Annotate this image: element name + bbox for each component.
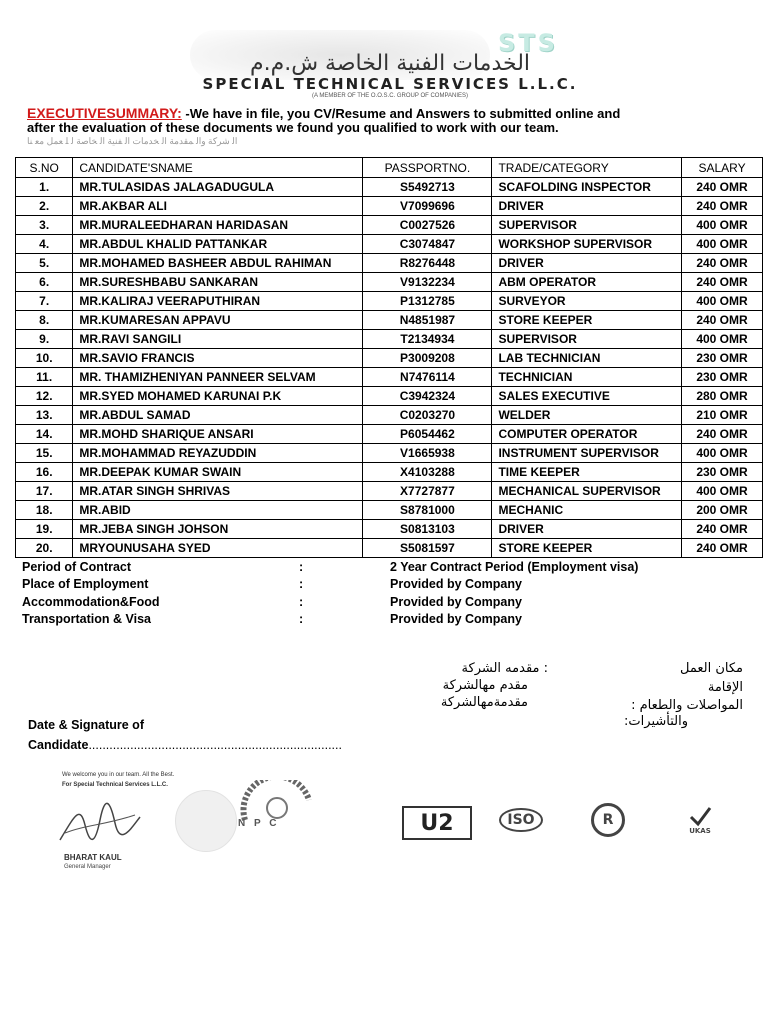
row-candidate-name: MR.AKBAR ALI bbox=[73, 197, 363, 216]
row-passport: C0203270 bbox=[363, 406, 492, 425]
row-salary: 240 OMR bbox=[682, 178, 763, 197]
table-row bbox=[16, 444, 763, 463]
r-label: R bbox=[591, 803, 625, 837]
table-row bbox=[16, 216, 763, 235]
table-row bbox=[16, 425, 763, 444]
row-passport: V9132234 bbox=[363, 273, 492, 292]
row-salary: 400 OMR bbox=[682, 444, 763, 463]
term-label: Accommodation&Food bbox=[22, 595, 160, 609]
header-trade: TRADE/CATEGORY bbox=[492, 158, 682, 178]
row-trade: COMPUTER OPERATOR bbox=[492, 425, 682, 444]
row-candidate-name: MR.MURALEEDHARAN HARIDASAN bbox=[73, 216, 363, 235]
table-row bbox=[16, 311, 763, 330]
row-candidate-name: MR. THAMIZHENIYAN PANNEER SELVAM bbox=[73, 368, 363, 387]
row-trade: TIME KEEPER bbox=[492, 463, 682, 482]
row-salary: 240 OMR bbox=[682, 197, 763, 216]
check-icon bbox=[688, 805, 712, 827]
row-trade: INSTRUMENT SUPERVISOR bbox=[492, 444, 682, 463]
term-place bbox=[22, 577, 742, 594]
arabic-value-1: : مقدمه الشركة bbox=[461, 661, 548, 676]
row-passport: S5492713 bbox=[363, 178, 492, 197]
term-transport bbox=[22, 612, 742, 629]
row-passport: C3074847 bbox=[363, 235, 492, 254]
row-salary: 230 OMR bbox=[682, 349, 763, 368]
table-row bbox=[16, 539, 763, 558]
row-passport: S0813103 bbox=[363, 520, 492, 539]
company-name: SPECIAL TECHNICAL SERVICES L.L.C. bbox=[202, 75, 578, 93]
term-label: Period of Contract bbox=[22, 560, 132, 574]
term-value: Provided by Company bbox=[390, 612, 522, 626]
row-trade: SALES EXECUTIVE bbox=[492, 387, 682, 406]
row-sno: 1. bbox=[16, 178, 73, 197]
table-row bbox=[16, 387, 763, 406]
sts-logo: STS bbox=[498, 29, 558, 57]
summary-heading: EXECUTIVESUMMARY: bbox=[27, 105, 182, 121]
registered-mark-icon bbox=[578, 803, 638, 837]
row-passport: P6054462 bbox=[363, 425, 492, 444]
term-value: 2 Year Contract Period (Employment visa) bbox=[390, 560, 639, 574]
arabic-term-place: مكان العمل bbox=[680, 661, 743, 676]
date-signature bbox=[28, 715, 342, 755]
row-passport: X7727877 bbox=[363, 482, 492, 501]
executive-summary bbox=[27, 106, 647, 135]
row-salary: 240 OMR bbox=[682, 254, 763, 273]
candidates-table bbox=[15, 157, 763, 558]
table-row bbox=[16, 197, 763, 216]
table-row bbox=[16, 406, 763, 425]
row-sno: 19. bbox=[16, 520, 73, 539]
row-trade: SCAFOLDING INSPECTOR bbox=[492, 178, 682, 197]
row-sno: 16. bbox=[16, 463, 73, 482]
table-row bbox=[16, 501, 763, 520]
row-candidate-name: MR.TULASIDAS JALAGADUGULA bbox=[73, 178, 363, 197]
summary-text: -We have in file, you CV/Resume and Answers to submitted online and after the evaluation of these documents we found you qualified to work with our team. bbox=[27, 106, 621, 135]
row-passport: S5081597 bbox=[363, 539, 492, 558]
row-trade: SUPERVISOR bbox=[492, 330, 682, 349]
row-passport: N4851987 bbox=[363, 311, 492, 330]
row-salary: 230 OMR bbox=[682, 368, 763, 387]
term-colon: : bbox=[299, 612, 304, 626]
row-salary: 400 OMR bbox=[682, 330, 763, 349]
row-candidate-name: MR.ATAR SINGH SHRIVAS bbox=[73, 482, 363, 501]
member-note: (A MEMBER OF THE O.O.S.C. GROUP OF COMPANIES) bbox=[311, 93, 469, 99]
row-candidate-name: MR.MOHAMMAD REYAZUDDIN bbox=[73, 444, 363, 463]
table-row bbox=[16, 368, 763, 387]
company-header bbox=[180, 25, 600, 100]
row-salary: 400 OMR bbox=[682, 235, 763, 254]
row-salary: 280 OMR bbox=[682, 387, 763, 406]
row-passport: X4103288 bbox=[363, 463, 492, 482]
row-salary: 400 OMR bbox=[682, 216, 763, 235]
row-candidate-name: MRYOUNUSAHA SYED bbox=[73, 539, 363, 558]
row-sno: 20. bbox=[16, 539, 73, 558]
arabic-term-visa: والتأشيرات: bbox=[624, 714, 688, 729]
row-trade: DRIVER bbox=[492, 254, 682, 273]
term-label: Transportation & Visa bbox=[22, 612, 151, 626]
row-sno: 18. bbox=[16, 501, 73, 520]
welcome-company: For Special Technical Services L.L.C. bbox=[62, 782, 168, 788]
row-sno: 2. bbox=[16, 197, 73, 216]
row-passport: V1665938 bbox=[363, 444, 492, 463]
table-row bbox=[16, 273, 763, 292]
table-row bbox=[16, 254, 763, 273]
header-sno: S.NO bbox=[16, 158, 73, 178]
row-trade: MECHANICAL SUPERVISOR bbox=[492, 482, 682, 501]
term-value: Provided by Company bbox=[390, 577, 522, 591]
candidate-label: Candidate bbox=[28, 738, 89, 752]
row-trade: WORKSHOP SUPERVISOR bbox=[492, 235, 682, 254]
row-trade: LAB TECHNICIAN bbox=[492, 349, 682, 368]
welcome-line: We welcome you in our team. All the Best. bbox=[62, 772, 175, 778]
row-passport: T2134934 bbox=[363, 330, 492, 349]
row-passport: P1312785 bbox=[363, 292, 492, 311]
row-salary: 230 OMR bbox=[682, 463, 763, 482]
row-passport: C3942324 bbox=[363, 387, 492, 406]
table-row bbox=[16, 235, 763, 254]
row-passport: S8781000 bbox=[363, 501, 492, 520]
arabic-term-transport: المواصلات والطعام : bbox=[631, 698, 743, 713]
row-candidate-name: MR.KUMARESAN APPAVU bbox=[73, 311, 363, 330]
welcome-note bbox=[62, 770, 174, 790]
row-candidate-name: MR.MOHAMED BASHEER ABDUL RAHIMAN bbox=[73, 254, 363, 273]
ukas-label: UKAS bbox=[689, 827, 711, 835]
row-salary: 240 OMR bbox=[682, 273, 763, 292]
row-candidate-name: MR.KALIRAJ VEERAPUTHIRAN bbox=[73, 292, 363, 311]
table-row bbox=[16, 463, 763, 482]
term-colon: : bbox=[299, 595, 304, 609]
row-sno: 6. bbox=[16, 273, 73, 292]
row-candidate-name: MR.SYED MOHAMED KARUNAI P.K bbox=[73, 387, 363, 406]
table-header-row bbox=[16, 158, 763, 178]
table-row bbox=[16, 292, 763, 311]
company-stamp bbox=[175, 790, 237, 852]
row-passport: N7476114 bbox=[363, 368, 492, 387]
row-trade: ABM OPERATOR bbox=[492, 273, 682, 292]
ukas-cert-logo bbox=[670, 800, 730, 840]
signature-dots: ......................................................................... bbox=[88, 738, 342, 752]
row-sno: 11. bbox=[16, 368, 73, 387]
row-trade: STORE KEEPER bbox=[492, 311, 682, 330]
table-row bbox=[16, 482, 763, 501]
row-salary: 240 OMR bbox=[682, 539, 763, 558]
row-salary: 210 OMR bbox=[682, 406, 763, 425]
term-period bbox=[22, 560, 742, 577]
row-trade: DRIVER bbox=[492, 197, 682, 216]
row-sno: 9. bbox=[16, 330, 73, 349]
row-sno: 17. bbox=[16, 482, 73, 501]
npc-text: N P C bbox=[238, 818, 280, 829]
row-trade: MECHANIC bbox=[492, 501, 682, 520]
row-trade: TECHNICIAN bbox=[492, 368, 682, 387]
row-trade: WELDER bbox=[492, 406, 682, 425]
header-passport: PASSPORTNO. bbox=[363, 158, 492, 178]
row-sno: 12. bbox=[16, 387, 73, 406]
row-trade: SUPERVISOR bbox=[492, 216, 682, 235]
iso-label: ISO bbox=[499, 808, 542, 832]
table-row bbox=[16, 330, 763, 349]
row-salary: 400 OMR bbox=[682, 482, 763, 501]
term-accommodation bbox=[22, 595, 742, 612]
row-salary: 200 OMR bbox=[682, 501, 763, 520]
row-candidate-name: MR.ABDUL SAMAD bbox=[73, 406, 363, 425]
term-label: Place of Employment bbox=[22, 577, 149, 591]
row-salary: 400 OMR bbox=[682, 292, 763, 311]
row-sno: 7. bbox=[16, 292, 73, 311]
term-colon: : bbox=[299, 577, 304, 591]
row-sno: 15. bbox=[16, 444, 73, 463]
date-signature-label: Date & Signature of bbox=[28, 718, 144, 732]
row-sno: 13. bbox=[16, 406, 73, 425]
row-trade: STORE KEEPER bbox=[492, 539, 682, 558]
signer-title: General Manager bbox=[64, 864, 111, 870]
table-row bbox=[16, 349, 763, 368]
table-row bbox=[16, 178, 763, 197]
arabic-term-residence: الإقامة bbox=[707, 680, 743, 695]
header-name: CANDIDATE'SNAME bbox=[73, 158, 363, 178]
row-candidate-name: MR.MOHD SHARIQUE ANSARI bbox=[73, 425, 363, 444]
row-salary: 240 OMR bbox=[682, 311, 763, 330]
signature-scribble bbox=[55, 795, 145, 850]
faint-arabic-line: ﺍﻟ ﺷﺮﻛﺔ ﻭﺍﻟ ﻤﻘﺪﻣﺔ ﺍﻟ ﺨﺪﻣﺎﺕ ﺍﻟ ﻔﻨﻴﺔ ﺍﻟ ﺨﺎﺻﺔ ﻟ ﻠ ﻌﻤﻞ ﻣﻌ ﻨﺎ bbox=[27, 136, 238, 146]
row-candidate-name: MR.SURESHBABU SANKARAN bbox=[73, 273, 363, 292]
row-candidate-name: MR.ABID bbox=[73, 501, 363, 520]
row-sno: 10. bbox=[16, 349, 73, 368]
row-trade: DRIVER bbox=[492, 520, 682, 539]
row-salary: 240 OMR bbox=[682, 520, 763, 539]
row-candidate-name: MR.JEBA SINGH JOHSON bbox=[73, 520, 363, 539]
row-passport: P3009208 bbox=[363, 349, 492, 368]
row-trade: SURVEYOR bbox=[492, 292, 682, 311]
row-candidate-name: MR.ABDUL KHALID PATTANKAR bbox=[73, 235, 363, 254]
term-colon: : bbox=[299, 560, 304, 574]
row-candidate-name: MR.DEEPAK KUMAR SWAIN bbox=[73, 463, 363, 482]
table-body bbox=[16, 178, 763, 558]
row-passport: V7099696 bbox=[363, 197, 492, 216]
row-sno: 5. bbox=[16, 254, 73, 273]
signer-name: BHARAT KAUL bbox=[64, 853, 122, 862]
u2-cert-logo: U2 bbox=[402, 806, 472, 840]
row-sno: 4. bbox=[16, 235, 73, 254]
term-value: Provided by Company bbox=[390, 595, 522, 609]
iso-cert-logo bbox=[485, 803, 557, 837]
row-passport: C0027526 bbox=[363, 216, 492, 235]
row-salary: 240 OMR bbox=[682, 425, 763, 444]
row-candidate-name: MR.RAVI SANGILI bbox=[73, 330, 363, 349]
company-name-arabic: الخدمات الفنية الخاصة ش.م.م bbox=[249, 51, 531, 76]
row-candidate-name: MR.SAVIO FRANCIS bbox=[73, 349, 363, 368]
header-salary: SALARY bbox=[682, 158, 763, 178]
row-sno: 8. bbox=[16, 311, 73, 330]
row-passport: R8276448 bbox=[363, 254, 492, 273]
row-sno: 3. bbox=[16, 216, 73, 235]
npc-logo-icon bbox=[237, 780, 317, 840]
arabic-value-2: مقدم مهالشركة bbox=[442, 678, 528, 693]
candidate-line bbox=[28, 735, 342, 755]
table-row bbox=[16, 520, 763, 539]
arabic-value-3: مقدمةمهالشركة bbox=[440, 695, 528, 710]
row-sno: 14. bbox=[16, 425, 73, 444]
